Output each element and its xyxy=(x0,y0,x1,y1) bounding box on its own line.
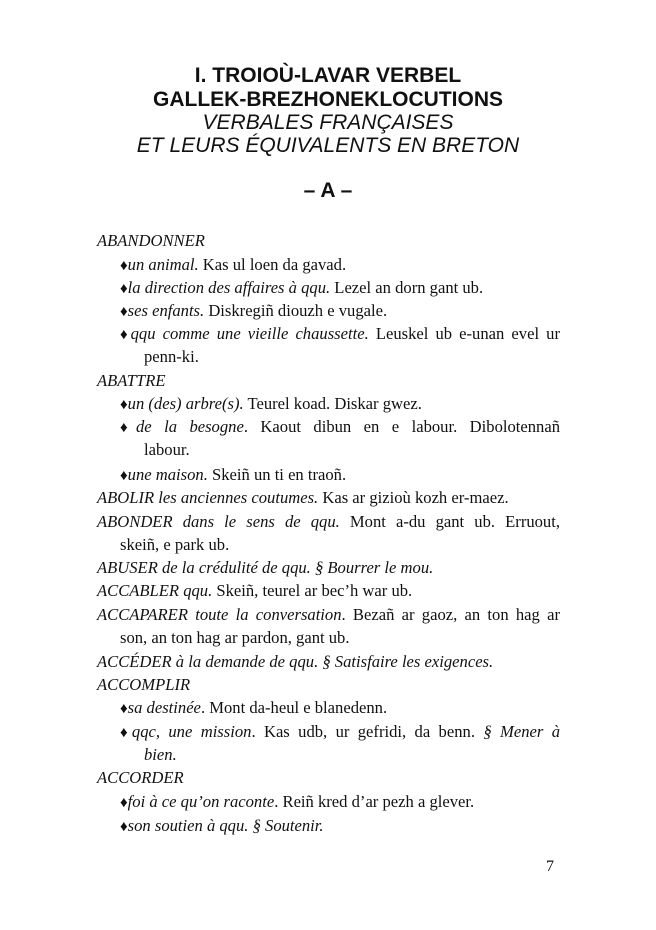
diamond-bullet-icon: ♦ xyxy=(120,327,131,343)
diamond-bullet-icon: ♦ xyxy=(120,468,128,484)
sense-line: ♦ses enfants. Diskregiñ diouzh e vugale. xyxy=(120,301,388,320)
sense-line: ♦foi à ce qu’on raconte. Reiñ kred d’ar pezh a glever. xyxy=(120,792,475,811)
entry-abonder: ABONDER dans le sens de qqu. Mont a-du gant ub. Erruout, xyxy=(97,512,560,531)
sense-line: ♦qqu comme une vieille chaussette. Leuskel ub e-unan evel ur xyxy=(120,324,560,343)
sense-line: ♦un (des) arbre(s). Teurel koad. Diskar gwez. xyxy=(120,394,422,413)
diamond-bullet-icon: ♦ xyxy=(120,304,128,320)
sense-continuation: labour. xyxy=(144,440,190,459)
sense-line: ♦qqc, une mission. Kas udb, ur gefridi, da benn. § Mener à xyxy=(120,722,561,741)
page-number: 7 xyxy=(546,858,554,875)
title-line-1: I. TROIOÙ-LAVAR VERBEL xyxy=(194,64,462,87)
sense-line: ♦son soutien à qqu. § Soutenir. xyxy=(120,816,324,835)
diamond-bullet-icon: ♦ xyxy=(120,795,128,811)
headword-accorder: ACCORDER xyxy=(97,768,184,787)
diamond-bullet-icon: ♦ xyxy=(120,397,128,413)
entry-abuser: ABUSER de la crédulité de qqu. § Bourrer le mou. xyxy=(97,558,434,577)
entry-continuation: skeiñ, e park ub. xyxy=(120,535,230,554)
sense-continuation: bien. xyxy=(144,745,177,764)
section-letter: – A – xyxy=(303,179,353,202)
diamond-bullet-icon: ♦ xyxy=(120,701,128,717)
headword-accomplir: ACCOMPLIR xyxy=(97,675,191,694)
entry-accabler: ACCABLER qqu. Skeiñ, teurel ar bec’h war ub. xyxy=(97,581,413,600)
sense-line: ♦un animal. Kas ul loen da gavad. xyxy=(120,255,347,274)
sense-line: ♦une maison. Skeiñ un ti en traoñ. xyxy=(120,465,347,484)
sense-continuation: penn-ki. xyxy=(144,347,199,366)
diamond-bullet-icon: ♦ xyxy=(120,725,132,741)
entry-accaparer: ACCAPARER toute la conversation. Bezañ ar gaoz, an ton hag ar xyxy=(97,605,560,624)
entry-acceder: ACCÉDER à la demande de qqu. § Satisfaire les exigences. xyxy=(97,652,494,671)
diamond-bullet-icon: ♦ xyxy=(120,420,136,436)
diamond-bullet-icon: ♦ xyxy=(120,258,128,274)
title-line-4: ET LEURS ÉQUIVALENTS EN BRETON xyxy=(136,134,520,157)
title-line-2: GALLEK-BREZHONEKLOCUTIONS xyxy=(153,88,503,111)
headword-abattre: ABATTRE xyxy=(97,371,166,390)
headword-abandonner: ABANDONNER xyxy=(97,231,205,250)
diamond-bullet-icon: ♦ xyxy=(120,819,128,835)
entry-abolir: ABOLIR les anciennes coutumes. Kas ar gizioù kozh er-maez. xyxy=(97,488,509,507)
sense-line: ♦la direction des affaires à qqu. Lezel an dorn gant ub. xyxy=(120,278,484,297)
sense-line: ♦sa destinée. Mont da-heul e blanedenn. xyxy=(120,698,388,717)
sense-line: ♦de la besogne. Kaout dibun en e labour. Dibolotennañ xyxy=(120,417,561,436)
diamond-bullet-icon: ♦ xyxy=(120,281,128,297)
entry-continuation: son, an ton hag ar pardon, gant ub. xyxy=(120,628,350,647)
title-line-3: VERBALES FRANÇAISES xyxy=(202,111,454,134)
